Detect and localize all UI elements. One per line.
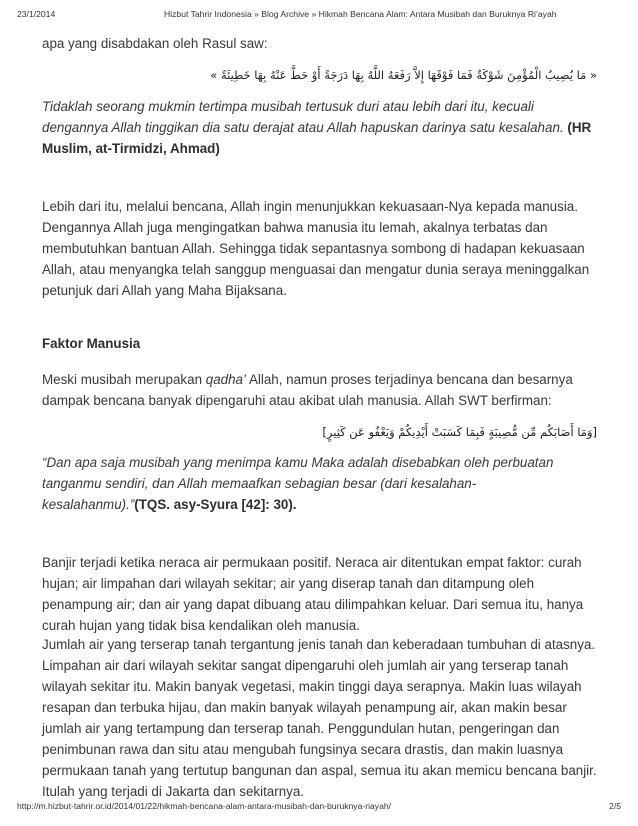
- footer-url: http://m.hizbut-tahrir.or.id/2014/01/22/hikmah-bencana-alam-antara-musibah-dan-buruknya-riayah/: [17, 801, 392, 811]
- ayah-arabic: [وَمَا أَصَابَكُم مِّن مُّصِيبَةٍ فَبِمَا كَسَبَتْ أَيْدِيكُمْ وَيَعْفُو عَن كَثِيرٍ]: [322, 425, 597, 439]
- hadith-arabic: « مَا يُصِيبُ الْمُؤْمِنَ شَوْكَةٌ فَمَا فَوْقَهَا إِلاَّ رَفَعَهُ اللَّهُ بِهَا دَرَجَةً أَوْ حَطَّ عَنْهُ بِهَا خَطِيئَةً »: [210, 68, 597, 82]
- ayah-translation: [42, 452, 597, 515]
- hadith-translation-text: Tidaklah seorang mukmin tertimpa musibah tertusuk duri atau lebih dari itu, kecuali dengannya Allah tinggikan dia satu derajat atau Allah hapuskan darinya satu kesalahan.: [42, 99, 564, 135]
- qadha-term: qadha’: [205, 372, 246, 387]
- ayah-source: (TQS. asy-Syura [42]: 30).: [134, 497, 297, 512]
- paragraph-2-rest: Allah, namun proses terjadinya bencana dan besarnya dampak bencana banyak dipengaruhi atau akibat ulah manusia. Allah SWT berfirman:: [42, 372, 573, 408]
- page-footer: [17, 801, 621, 815]
- paragraph-2-start: Meski musibah merupakan: [42, 372, 206, 387]
- paragraph-4: Jumlah air yang terserap tanah tergantung jenis tanah dan keberadaan tumbuhan di atasnya. Limpahan air dari wilayah sekitar sangat dipengaruhi oleh jumlah air yang terserap tanah wilayah sekitar itu. Makin banyak vegetasi, makin tinggi daya serapnya. Makin luas wilayah resapan dan terbuka hijau, dan makin banyak wilayah penampung air, akan makin besar jumlah air yang tertampung dan terserap tanah. Penggundulan hutan, pengeringan dan penimbunan rawa dan situ atau mengubah fungsinya secara drastis, dan makin luasnya permukaan tanah yang tertutup bangunan dan aspal, semua itu akan memicu bencana banjir. Itulah yang terjadi di Jakarta dan sekitarnya.: [42, 637, 597, 799]
- intro-text: apa yang disabdakan oleh Rasul saw:: [42, 36, 268, 51]
- ayah-translation-text: “Dan apa saja musibah yang menimpa kamu Maka adalah disebabkan oleh perbuatan tanganmu sendiri, dan Allah memaafkan sebagian besar (dari kesalahan-kesalahanmu).”: [42, 455, 554, 512]
- page-number: 2/5: [609, 801, 621, 811]
- hadith-translation: [42, 96, 597, 159]
- section-heading: Faktor Manusia: [42, 336, 141, 351]
- paragraph-3: Banjir terjadi ketika neraca air permukaan positif. Neraca air ditentukan empat faktor: curah hujan; air limpahan dari wilayah sekitar; air yang diserap tanah dan ditampung oleh penampung air; dan air yang dapat dibuang atau dilimpahkan keluar. Dari semua itu, hanya curah hujan yang tidak bisa kendalikan oleh manusia.: [42, 555, 584, 633]
- paragraph-1: Lebih dari itu, melalui bencana, Allah ingin menunjukkan kekuasaan-Nya kepada manusia. Dengannya Allah juga mengingatkan bahwa manusia itu lemah, akalnya terbatas dan membutuhkan bantuan Allah. Sehingga tidak sepantasnya sombong di hadapan kekuasaan Allah, atau menyangka telah sanggup menguasai dan mengatur dunia seraya meninggalkan petunjuk dari Allah yang Maha Bijaksana.: [42, 199, 590, 298]
- header-title: Hizbut Tahrir Indonesia » Blog Archive » Hikmah Bencana Alam: Antara Musibah dan Buruknya Ri’ayah: [164, 9, 557, 19]
- page-header: [17, 9, 621, 23]
- header-date: 23/1/2014: [17, 9, 56, 19]
- hadith-source: (HR Muslim, at-Tirmidzi, Ahmad): [42, 120, 592, 156]
- paragraph-2: [42, 369, 597, 411]
